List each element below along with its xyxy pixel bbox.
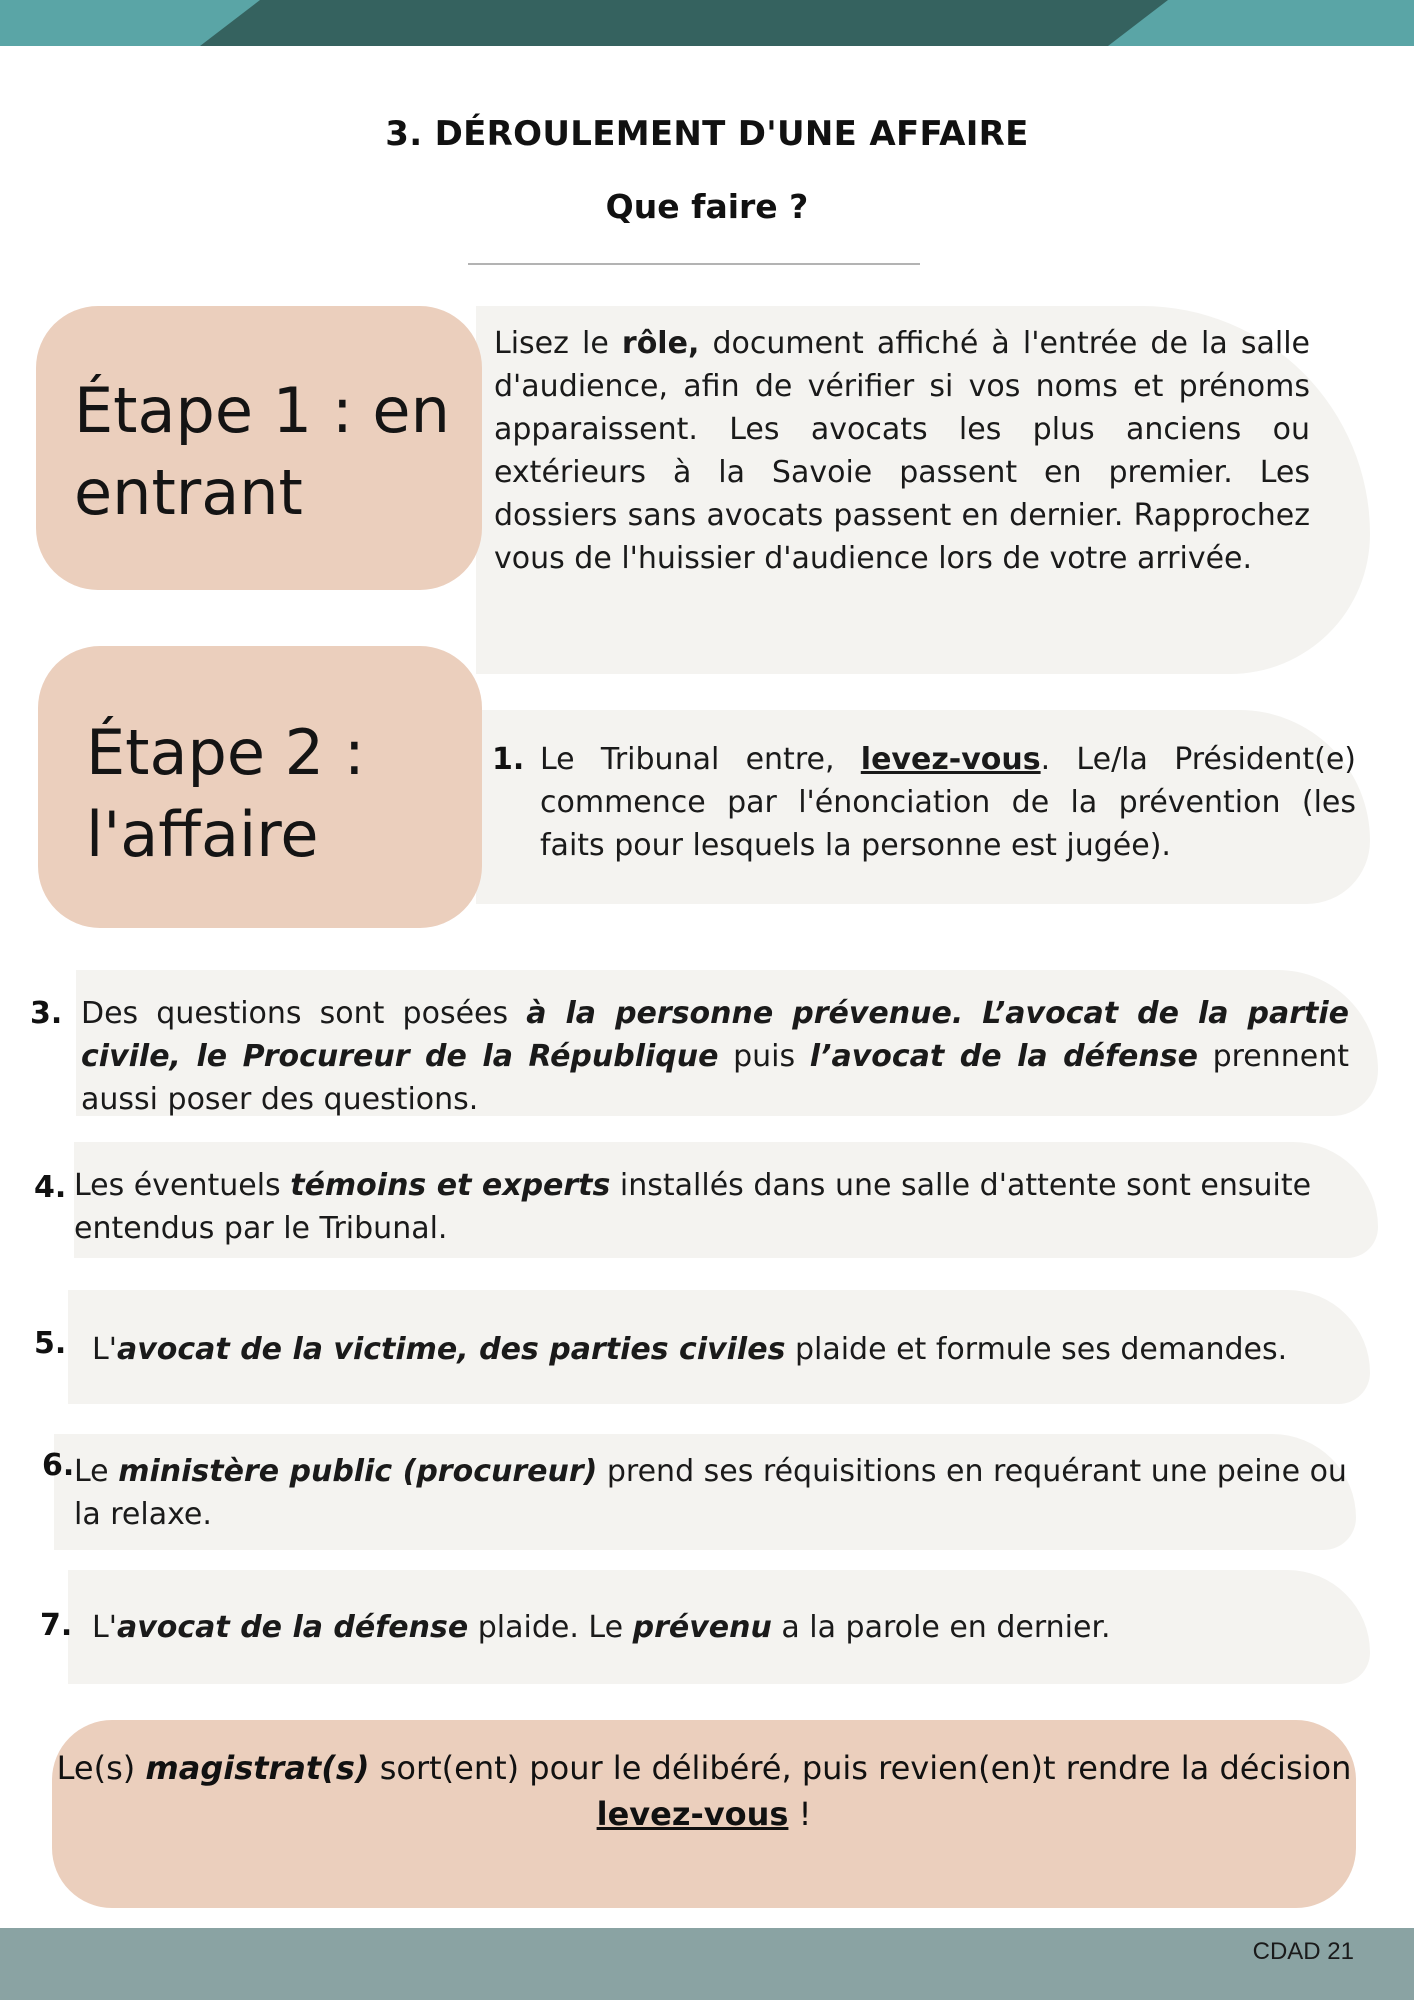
step1-text: Lisez le rôle, document affiché à l'entrée de la salle d'audience, afin de vérifier si vos noms et prénoms apparaissent. Les avocats les plus anciens ou extérieurs à la Savoie passent en premier. Les dossiers sans avocats passent en dernier. Rapprochez vous de l'huissier d'audience lors de votre arrivée. (494, 326, 1310, 576)
item5-text: L'avocat de la victime, des parties civiles plaide et formule ses demandes. (92, 1332, 1288, 1367)
item3-number: 3. (30, 996, 63, 1031)
item4-text: Les éventuels témoins et experts installés dans une salle d'attente sont ensuite entendus par le Tribunal. (74, 1168, 1312, 1246)
item7-number: 7. (40, 1608, 73, 1643)
step2-item1-number: 1. (492, 742, 525, 777)
step2-item1-text: Le Tribunal entre, levez-vous. Le/la Président(e) commence par l'énonciation de la prévention (les faits pour lesquels la personne est jugée). (540, 742, 1356, 863)
footer-bar (0, 1928, 1414, 2000)
footer-label: CDAD 21 (1252, 1938, 1354, 1965)
item3-text: Des questions sont posées à la personne prévenue. L’avocat de la partie civile, le Procureur de la République puis l’avocat de la défense prennent aussi poser des questions. (81, 996, 1350, 1117)
item7-text: L'avocat de la défense plaide. Le prévenu a la parole en dernier. (92, 1610, 1111, 1645)
item6-text: Le ministère public (procureur) prend ses réquisitions en requérant une peine ou la relaxe. (74, 1454, 1347, 1532)
step2-label: Étape 2 : l'affaire (86, 716, 365, 871)
item5-number: 5. (34, 1326, 67, 1361)
deliberation-text: Le(s) magistrat(s) sort(ent) pour le délibéré, puis revien(en)t rendre la décision levez-vous ! (56, 1749, 1352, 1833)
section-title: 3. DÉROULEMENT D'UNE AFFAIRE (385, 114, 1029, 154)
title-divider (468, 263, 920, 265)
step1-label: Étape 1 : en entrant (74, 374, 450, 529)
item4-number: 4. (34, 1170, 67, 1205)
item6-number: 6. (42, 1448, 75, 1483)
section-subtitle: Que faire ? (605, 187, 809, 226)
